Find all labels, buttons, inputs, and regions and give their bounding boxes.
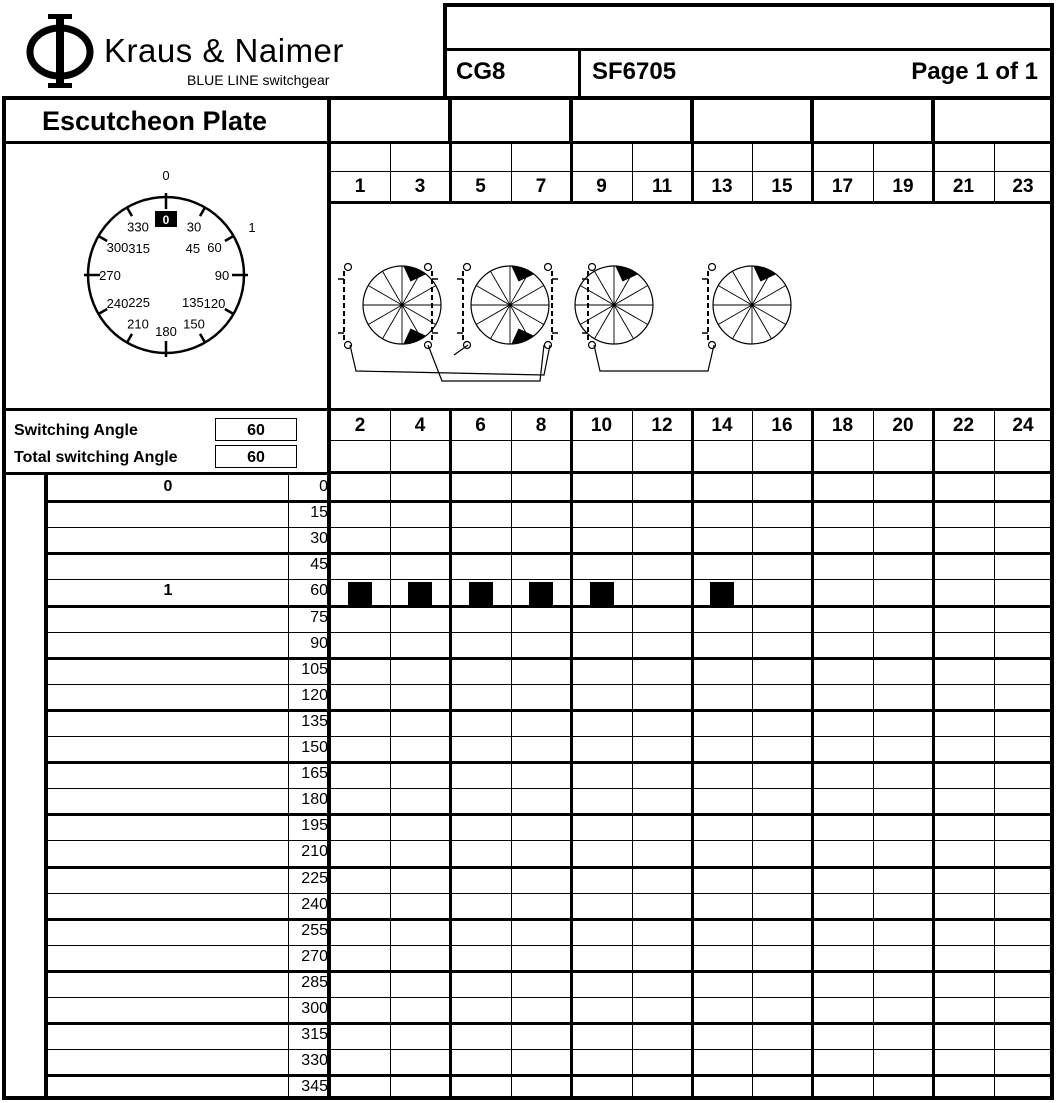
header-divider: [443, 48, 1054, 51]
dial-label: 210: [127, 316, 149, 332]
terminal-bottom-label: 6: [475, 415, 486, 436]
program-code: SF6705: [592, 58, 677, 85]
position-angle: 105: [301, 660, 328, 678]
table-row-line: [44, 632, 1052, 633]
terminal-bottom-label: 2: [354, 415, 366, 436]
table-row-line: [44, 1022, 1052, 1025]
angle-box-right: [296, 418, 297, 440]
table-row-line: [44, 970, 1052, 973]
position-angle: 150: [301, 739, 328, 756]
terminal-top-label: 21: [952, 176, 975, 197]
position-name: 1: [163, 582, 173, 600]
frame-right: [1050, 96, 1054, 1100]
dial-label: 330: [127, 219, 149, 235]
terminal-bottom-label: 16: [771, 415, 793, 436]
contact-closed-mark: [710, 582, 734, 605]
table-row-line: [44, 813, 1052, 816]
position-angle: 210: [301, 843, 328, 861]
table-row-line: [44, 761, 1052, 764]
terminal-bottom-label: 10: [590, 415, 613, 436]
table-row-line: [44, 840, 1052, 841]
schematic-top: [331, 201, 1052, 204]
position-angle: 180: [301, 791, 328, 809]
dial-label: 225: [128, 294, 150, 310]
table-row-line: [44, 1049, 1052, 1050]
terminal-bottom-label: 22: [952, 415, 975, 436]
dial-label: 60: [207, 240, 222, 255]
dial-label: 300: [106, 240, 129, 255]
table-row-line: [44, 893, 1052, 894]
header-border-top: [443, 3, 1054, 7]
position-name: 0: [163, 478, 173, 495]
terminal-bottom-label: 14: [711, 415, 733, 436]
angle-box-bottom: [215, 440, 297, 441]
position-angle: 315: [301, 1026, 328, 1044]
terminal-bottom-label: 4: [414, 415, 426, 436]
position-angle: 165: [301, 765, 328, 783]
contact-closed-mark: [590, 582, 614, 605]
terminal-bottom-label: 18: [831, 415, 854, 436]
terminal-top-label: 1: [354, 176, 366, 197]
table-row-line: [44, 527, 1052, 528]
table-row-line: [44, 657, 1052, 660]
table-row-line: [44, 918, 1052, 921]
table-row-line: [44, 945, 1052, 946]
position-angle: 90: [310, 634, 328, 652]
title-bottom: [2, 141, 331, 144]
position-angle: 225: [301, 869, 328, 887]
frame-top: [2, 96, 1054, 100]
dial-label: 45: [185, 241, 201, 257]
terminal-top-label: 3: [414, 176, 426, 197]
position-angle: 0: [319, 478, 328, 495]
table-row-line: [44, 684, 1052, 685]
terminal-bottom-label: 12: [651, 415, 673, 436]
position-angle: 285: [301, 973, 328, 991]
contact-closed-mark: [529, 582, 553, 605]
terminal-top-label: 13: [711, 176, 733, 197]
frame-left: [2, 96, 6, 1100]
terminal-bottom-label: 8: [535, 415, 547, 436]
table-row-line: [44, 1074, 1052, 1077]
contact-closed-mark: [348, 582, 372, 605]
position-angle: 135: [301, 712, 328, 730]
company-subtitle: BLUE LINE switchgear: [187, 72, 330, 88]
dial-right-label: 1: [248, 220, 256, 235]
position-angle: 330: [301, 1052, 328, 1070]
table-row-line: [44, 500, 1052, 503]
terminal-top-label: 23: [1012, 176, 1034, 197]
terminal-top-label: 19: [892, 176, 914, 197]
terminal-top-label: 7: [535, 176, 547, 197]
position-angle: 120: [301, 686, 328, 704]
col-line-head: [448, 99, 451, 144]
position-angle: 240: [301, 895, 328, 913]
angle-box-top: [215, 418, 297, 419]
terminal-top-label: 17: [831, 176, 854, 197]
position-angle: 15: [310, 504, 328, 522]
terminal-top-label: 5: [475, 176, 486, 197]
table-row-line: [44, 552, 1052, 555]
col-line-head: [690, 99, 693, 144]
table-row-line: [44, 997, 1052, 998]
angle-box-left: [215, 445, 216, 467]
dial-label: 30: [186, 219, 202, 235]
terminal-top-label: 11: [651, 176, 673, 197]
terminal-top-label: 9: [596, 176, 607, 197]
contact-closed-mark: [469, 582, 493, 605]
dial-label: 90: [214, 268, 230, 283]
position-angle: 30: [310, 530, 328, 548]
escutcheon-title: Escutcheon Plate: [42, 106, 268, 136]
header-col-divider: [578, 48, 581, 98]
dial-label: 120: [203, 296, 226, 311]
table-row-line: [44, 736, 1052, 737]
switching-angle-label: Switching Angle: [14, 422, 138, 439]
position-angle: 345: [301, 1078, 328, 1096]
position-angle: 75: [310, 608, 328, 626]
angles-bottom: [2, 472, 331, 475]
position-angle: 60: [310, 582, 328, 600]
angle-box-bottom: [215, 467, 297, 468]
angle-box-left: [215, 418, 216, 440]
angle-box-right: [296, 445, 297, 467]
terminal-bottom-label: 24: [1012, 415, 1034, 436]
table-row-line: [44, 788, 1052, 789]
col-line-head: [569, 99, 572, 144]
contact-closed-mark: [408, 582, 432, 605]
total-angle-value: 60: [247, 449, 265, 466]
col-line-head: [931, 99, 934, 144]
total-angle-label: Total switching Angle: [14, 449, 178, 466]
table-row-line: [44, 866, 1052, 869]
terminal-bottom-label: 20: [892, 415, 914, 436]
page-number: Page 1 of 1: [911, 58, 1038, 85]
dial-label: 135: [182, 294, 204, 310]
position-angle: 255: [301, 921, 328, 939]
company-name: Kraus & Naimer: [104, 32, 344, 69]
position-angle: 300: [301, 1000, 328, 1017]
frame-bottom: [2, 1096, 1054, 1100]
dial-top-label: 0: [162, 168, 170, 183]
position-angle: 195: [301, 817, 328, 835]
dial-label: 150: [183, 316, 205, 332]
angles-top: [2, 408, 331, 411]
series-code: CG8: [456, 58, 506, 85]
dial-label: 180: [155, 324, 177, 339]
position-angle: 45: [310, 556, 328, 574]
position-angle: 270: [301, 947, 328, 965]
dial-label: 240: [106, 296, 129, 311]
switching-angle-value: 60: [247, 422, 265, 439]
dial-label: 315: [128, 241, 150, 257]
dial-label-active: 0: [162, 213, 170, 227]
col-line-head: [810, 99, 813, 144]
dial-label: 270: [99, 268, 121, 283]
table-row-line: [44, 579, 1052, 580]
table-row-line: [44, 709, 1052, 712]
terminal-top-label: 15: [771, 176, 793, 197]
angle-box-top: [215, 445, 297, 446]
